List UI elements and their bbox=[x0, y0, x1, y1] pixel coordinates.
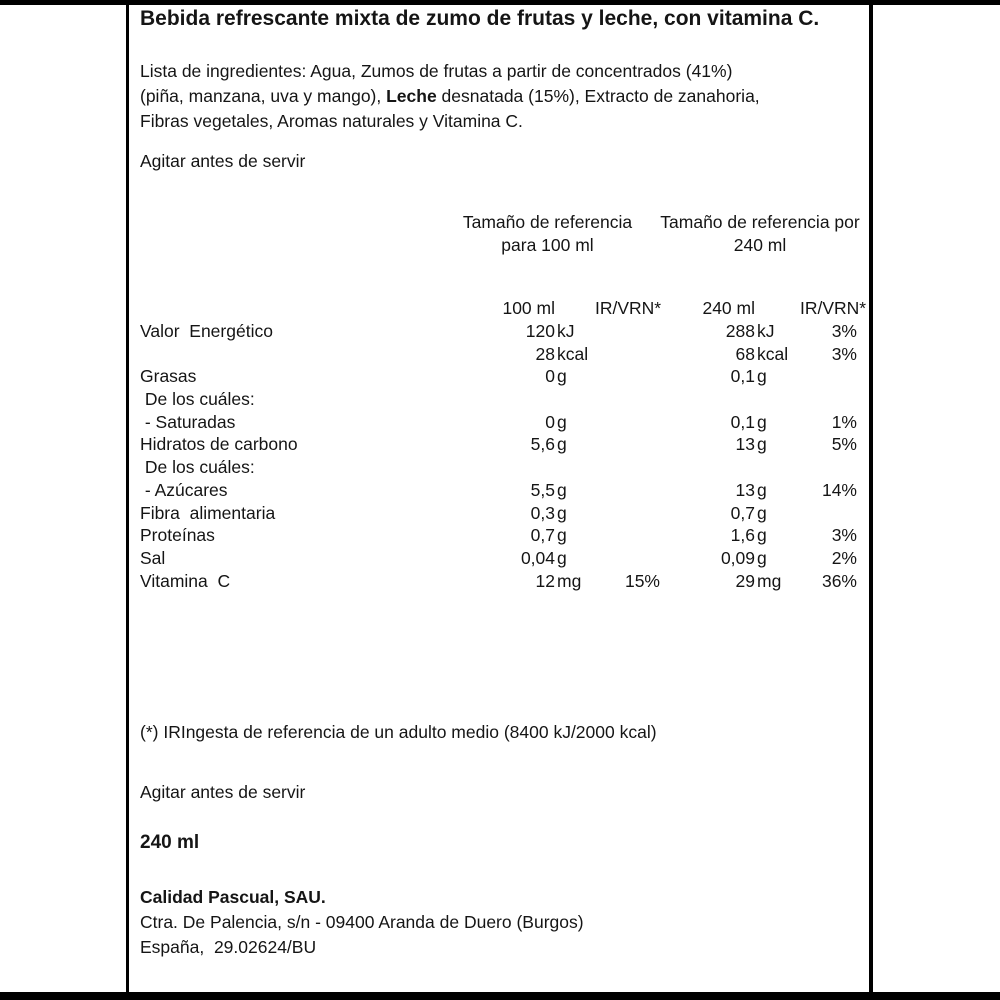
nutrient-row-energy bbox=[140, 320, 857, 343]
header-unit-spacer-240ml bbox=[755, 296, 800, 320]
pct-100ml: 15% bbox=[624, 570, 660, 591]
unit-100ml: g bbox=[557, 547, 567, 568]
pct-240ml: 3% bbox=[831, 525, 857, 546]
ingredients-line-3: Fibras vegetales, Aromas naturales y Vitamina C. bbox=[140, 111, 523, 131]
unit-100ml: g bbox=[557, 411, 567, 432]
value-100ml bbox=[440, 456, 555, 479]
value-240ml: 13 bbox=[735, 434, 755, 455]
nutrient-row-sugars bbox=[140, 479, 857, 502]
unit-100ml bbox=[555, 456, 595, 479]
pct-100ml bbox=[595, 524, 660, 547]
serving-header-spacer bbox=[140, 211, 440, 257]
value-240ml: 0,1 bbox=[730, 366, 755, 387]
unit-100ml: g bbox=[557, 525, 567, 546]
nutrient-label: Hidratos de carbono bbox=[140, 434, 298, 455]
serving-header-100ml-line-1: Tamaño de referencia bbox=[462, 212, 633, 232]
value-240ml: 1,6 bbox=[730, 525, 755, 546]
value-100ml: 5,5 bbox=[530, 479, 555, 500]
value-100ml: 0 bbox=[545, 366, 555, 387]
column-header-100ml: 100 ml bbox=[502, 298, 555, 318]
column-header-irvrn-100ml: IR/VRN* bbox=[595, 298, 662, 318]
table-header-row bbox=[140, 296, 867, 320]
nutrient-label: Valor Energético bbox=[140, 321, 273, 341]
right-border-rule bbox=[869, 0, 873, 1000]
unit-240ml: mg bbox=[757, 570, 782, 591]
value-240ml: 68 bbox=[735, 343, 755, 364]
ingredients-line-2-pre: (piña, manzana, uva y mango), bbox=[140, 86, 387, 106]
left-border-rule bbox=[126, 0, 129, 1000]
pct-100ml bbox=[595, 479, 660, 502]
nutrient-label: Fibra alimentaria bbox=[140, 502, 276, 523]
nutrient-row-of-which-fat bbox=[140, 388, 857, 411]
pct-240ml: 36% bbox=[821, 570, 857, 591]
nutrient-label: De los cuáles: bbox=[140, 457, 255, 478]
ingredients-list bbox=[140, 59, 862, 134]
unit-100ml: g bbox=[557, 366, 567, 387]
value-100ml: 0,7 bbox=[530, 525, 555, 546]
unit-240ml: g bbox=[757, 479, 767, 500]
pct-240ml: 3% bbox=[831, 321, 857, 341]
unit-240ml bbox=[755, 388, 800, 411]
value-240ml: 29 bbox=[735, 570, 755, 591]
reference-intake-footnote: (*) IRIngesta de referencia de un adulto medio (8400 kJ/2000 kcal) bbox=[140, 722, 657, 742]
pct-100ml bbox=[595, 320, 660, 343]
ingredients-line-2 bbox=[140, 84, 862, 109]
value-100ml: 0,04 bbox=[520, 547, 555, 568]
nutrient-row-of-which-carbs bbox=[140, 456, 857, 479]
pct-240ml bbox=[800, 388, 857, 411]
value-240ml bbox=[660, 388, 755, 411]
value-100ml: 5,6 bbox=[530, 434, 555, 455]
value-240ml: 0,1 bbox=[730, 411, 755, 432]
pct-100ml bbox=[595, 343, 660, 366]
nutrient-row-fat bbox=[140, 365, 857, 388]
nutrient-row-salt bbox=[140, 547, 857, 570]
nutrient-row-energy-kcal bbox=[140, 343, 857, 366]
pct-100ml bbox=[595, 456, 660, 479]
value-100ml bbox=[440, 388, 555, 411]
header-unit-spacer-100ml bbox=[555, 296, 595, 320]
serving-header-100ml bbox=[440, 211, 655, 257]
unit-100ml: g bbox=[557, 434, 567, 455]
nutrient-label bbox=[140, 343, 440, 366]
value-100ml: 12 bbox=[535, 570, 555, 591]
value-240ml: 13 bbox=[735, 479, 755, 500]
pct-240ml: 1% bbox=[831, 411, 857, 432]
label-content bbox=[140, 0, 865, 992]
serving-header-240ml bbox=[655, 211, 865, 257]
unit-240ml bbox=[755, 456, 800, 479]
nutrition-table bbox=[140, 296, 867, 592]
net-volume: 240 ml bbox=[140, 832, 200, 853]
nutrient-label: - Azúcares bbox=[140, 479, 228, 500]
serving-header-100ml-line-2: para 100 ml bbox=[501, 235, 594, 255]
serving-size-headers bbox=[140, 211, 865, 257]
nutrient-label: Vitamina C bbox=[140, 570, 231, 591]
unit-240ml: g bbox=[757, 411, 767, 432]
pct-100ml bbox=[595, 547, 660, 570]
pct-240ml: 3% bbox=[831, 343, 857, 364]
nutrient-label: - Saturadas bbox=[140, 411, 236, 432]
pct-240ml bbox=[800, 456, 857, 479]
nutrient-row-carbohydrate bbox=[140, 433, 857, 456]
value-100ml: 28 bbox=[535, 343, 555, 364]
pct-100ml bbox=[595, 502, 660, 525]
unit-240ml: g bbox=[757, 434, 767, 455]
unit-240ml: g bbox=[757, 366, 767, 387]
product-title: Bebida refrescante mixta de zumo de frutas y leche, con vitamina C. bbox=[140, 7, 820, 30]
pct-240ml: 14% bbox=[821, 479, 857, 500]
pct-240ml bbox=[800, 365, 857, 388]
shake-instruction-bottom: Agitar antes de servir bbox=[140, 782, 306, 802]
value-100ml: 0,3 bbox=[530, 502, 555, 523]
header-spacer bbox=[140, 296, 440, 320]
nutrient-label: De los cuáles: bbox=[140, 389, 255, 410]
company-address: Ctra. De Palencia, s/n - 09400 Aranda de Duero (Burgos) bbox=[140, 912, 584, 932]
unit-100ml: g bbox=[557, 502, 567, 523]
unit-100ml: kcal bbox=[557, 343, 589, 364]
unit-240ml: g bbox=[757, 547, 767, 568]
serving-header-240ml-line-2: 240 ml bbox=[733, 235, 787, 255]
ingredients-line-1: Lista de ingredientes: Agua, Zumos de frutas a partir de concentrados (41%) bbox=[140, 61, 733, 81]
value-240ml: 288 bbox=[725, 321, 755, 341]
unit-100ml: kJ bbox=[557, 321, 575, 341]
pct-240ml bbox=[800, 502, 857, 525]
nutrient-row-saturates bbox=[140, 411, 857, 434]
value-100ml: 0 bbox=[545, 411, 555, 432]
company-name: Calidad Pascual, SAU. bbox=[140, 887, 326, 907]
pct-100ml bbox=[595, 365, 660, 388]
pct-100ml bbox=[595, 388, 660, 411]
column-header-240ml: 240 ml bbox=[702, 298, 755, 318]
unit-100ml: g bbox=[557, 479, 567, 500]
unit-240ml: kcal bbox=[757, 343, 789, 364]
pct-100ml bbox=[595, 411, 660, 434]
pct-240ml: 5% bbox=[831, 434, 857, 455]
ingredients-line-2-bold: Leche bbox=[386, 86, 437, 106]
nutrient-row-protein bbox=[140, 524, 857, 547]
country-registration: España, 29.02624/BU bbox=[140, 937, 317, 957]
value-240ml: 0,09 bbox=[720, 547, 755, 568]
unit-100ml bbox=[555, 388, 595, 411]
value-240ml bbox=[660, 456, 755, 479]
column-header-irvrn-240ml: IR/VRN* bbox=[800, 298, 867, 318]
nutrient-label: Grasas bbox=[140, 366, 197, 387]
unit-240ml: g bbox=[757, 525, 767, 546]
value-100ml: 120 bbox=[525, 321, 555, 341]
nutrient-row-fibre bbox=[140, 502, 857, 525]
nutrient-label: Proteínas bbox=[140, 525, 215, 546]
shake-instruction-top: Agitar antes de servir bbox=[140, 151, 306, 171]
unit-240ml: g bbox=[757, 502, 767, 523]
unit-100ml: mg bbox=[557, 570, 582, 591]
ingredients-line-2-post: desnatada (15%), Extracto de zanahoria, bbox=[436, 86, 760, 106]
pct-240ml: 2% bbox=[831, 547, 857, 568]
serving-header-240ml-line-1: Tamaño de referencia por bbox=[660, 212, 860, 232]
nutrient-row-vitamin-c bbox=[140, 570, 857, 593]
pct-100ml bbox=[595, 433, 660, 456]
unit-240ml: kJ bbox=[757, 321, 775, 341]
value-240ml: 0,7 bbox=[730, 502, 755, 523]
bottom-border-bar bbox=[0, 992, 1000, 1000]
nutrient-label: Sal bbox=[140, 547, 166, 568]
